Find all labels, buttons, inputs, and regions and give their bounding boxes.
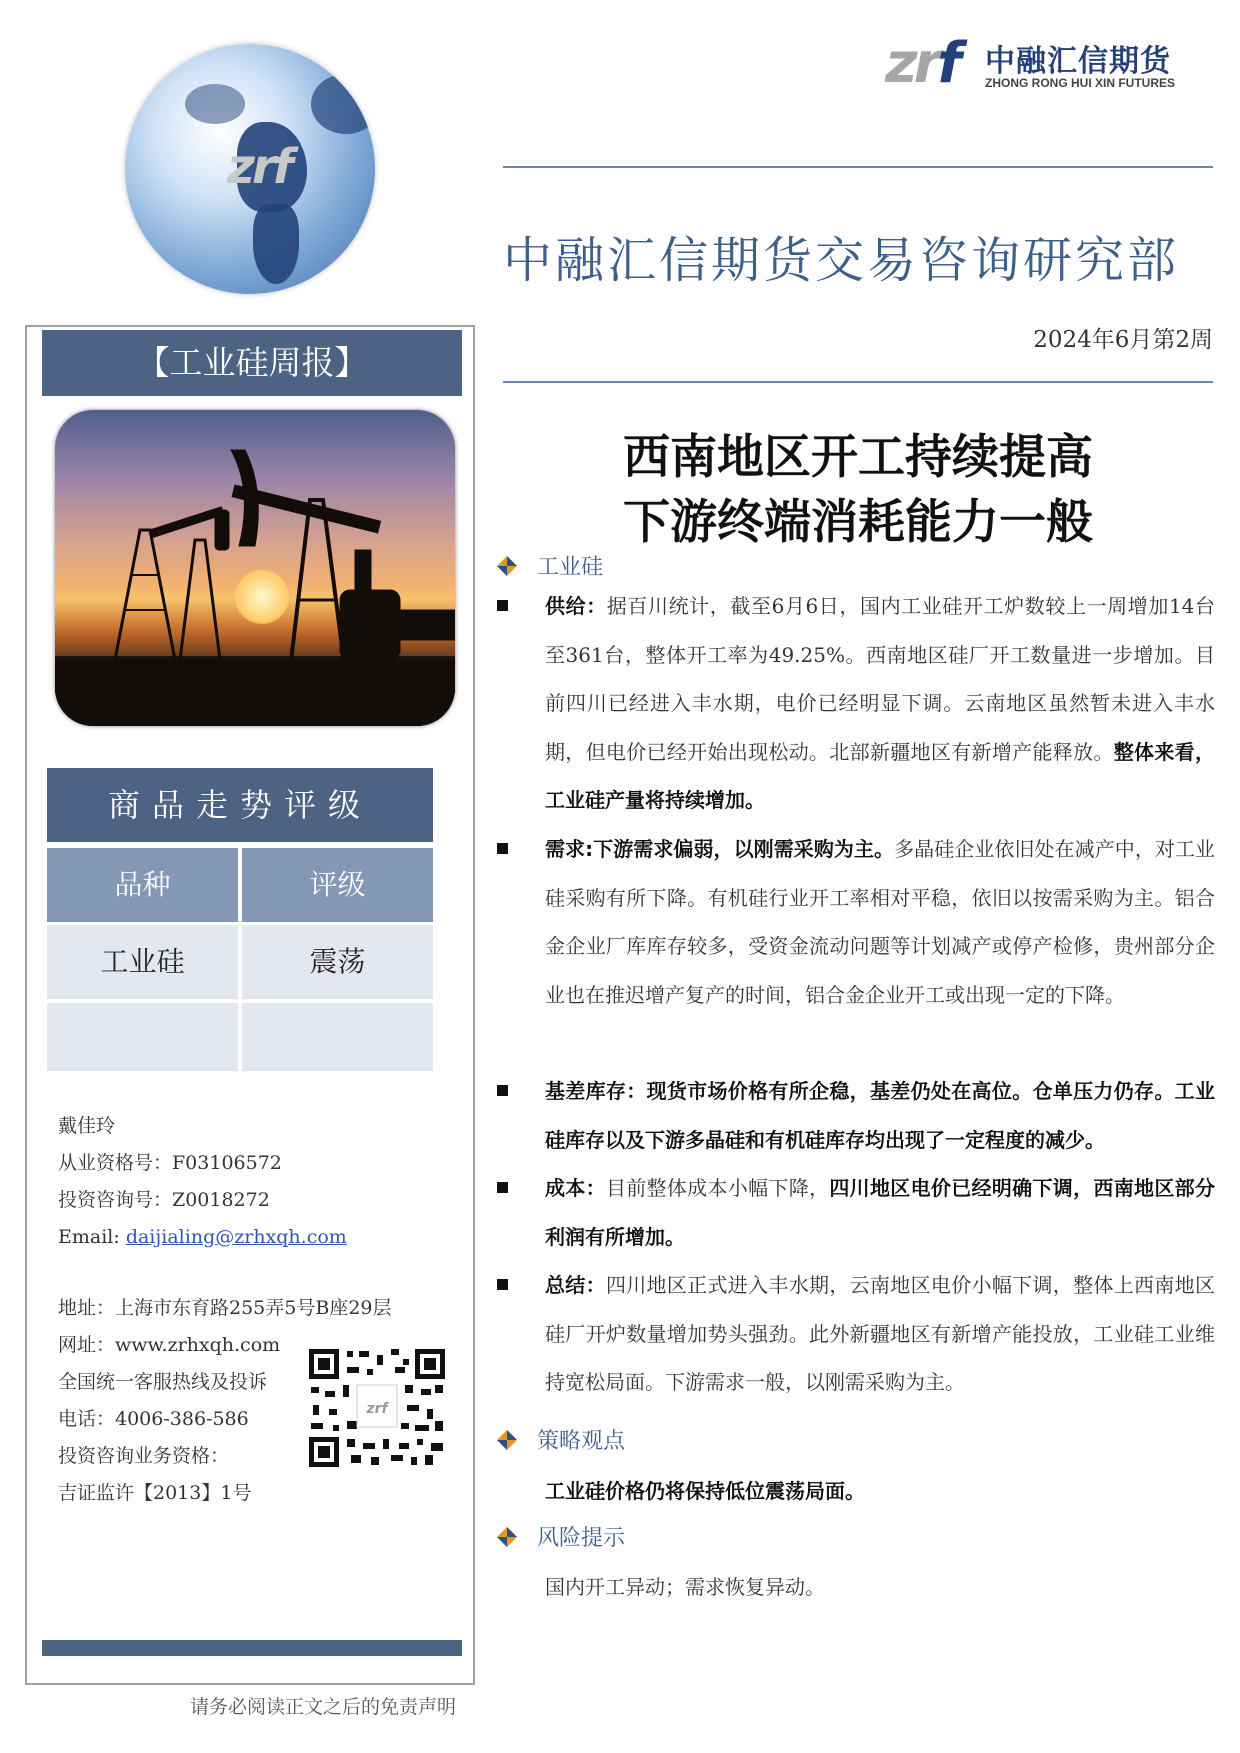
bullet-supply (545, 582, 1215, 825)
cost-bold-tail: 四川地区电价已经明确下调，西南地区部分利润有所增加。 (545, 1176, 1215, 1249)
department-title: 中融汇信期货交易咨询研究部 (503, 232, 1180, 289)
section-risk (497, 1521, 625, 1552)
qr-logo-mark: zrf (366, 1401, 388, 1417)
qr-code-icon (307, 1347, 447, 1469)
square-bullet-icon (497, 1085, 508, 1096)
section-product (497, 550, 603, 581)
bullet-basis (545, 1067, 1215, 1164)
bullet-cost (545, 1164, 1215, 1261)
sidebar-footer-bar (42, 1640, 462, 1656)
strategy-text (545, 1475, 865, 1504)
rating-header-rating: 评级 (242, 848, 433, 922)
globe-logo-mark: zrf (227, 139, 291, 195)
email-link[interactable]: daijialing@zrhxqh.com (125, 1226, 347, 1248)
diamond-bullet-icon (497, 1430, 517, 1450)
report-date: 2024年6月第2周 (1033, 327, 1213, 353)
analyst-qualification: 从业资格号：F03106572 (58, 1152, 282, 1174)
basis-text: 现货市场价格有所企稳，基差仍处在高位。仓单压力仍存。工业硅库存以及下游多晶硅和有机硅库存均出现了一定程度的减少。 (545, 1079, 1215, 1152)
analyst-consult-no: 投资咨询号：Z0018272 (58, 1189, 270, 1211)
oil-pump-photo (55, 410, 455, 726)
rating-cell-product: 工业硅 (47, 925, 238, 999)
diamond-bullet-icon (497, 1527, 517, 1547)
company-address: 地址：上海市东育路255弄5号B座29层 (58, 1297, 392, 1319)
logo-name-cn: 中融汇信期货 (985, 44, 1171, 79)
analyst-name: 戴佳玲 (58, 1115, 116, 1137)
risk-text: 国内开工异动；需求恢复异动。 (545, 1575, 825, 1599)
rating-section-title: 商品走势评级 (47, 768, 433, 842)
rating-cell-empty-1 (47, 1003, 238, 1071)
rating-header-product: 品种 (47, 848, 238, 922)
basis-label: 基差库存： (545, 1079, 647, 1103)
divider-top (503, 166, 1213, 168)
section-product-title: 工业硅 (537, 555, 604, 580)
company-logo (885, 30, 1215, 100)
logo-mark (885, 31, 958, 96)
logo-mark-gray: zr (885, 31, 938, 96)
strategy-text-bold: 工业硅价格仍将保持低位震荡局面。 (545, 1479, 865, 1503)
section-strategy (497, 1424, 625, 1455)
section-strategy-title: 策略观点 (537, 1429, 626, 1454)
bullet-summary (545, 1261, 1215, 1407)
disclaimer-note: 请务必阅读正文之后的免责声明 (190, 1696, 457, 1718)
square-bullet-icon (497, 1279, 508, 1290)
square-bullet-icon (497, 1182, 508, 1193)
rating-cell-empty-2 (242, 1003, 433, 1071)
divider-bottom (503, 381, 1213, 383)
email-label: Email: (58, 1226, 126, 1248)
license-label: 投资咨询业务资格： (58, 1445, 230, 1467)
analyst-email-row (58, 1219, 347, 1256)
company-website: 网址：www.zrhxqh.com (58, 1334, 281, 1356)
section-risk-title: 风险提示 (537, 1526, 626, 1551)
demand-bold-lead: 下游需求偏弱，以刚需采购为主。 (593, 837, 895, 861)
demand-text: 多晶硅企业依旧处在减产中，对工业硅采购有所下降。有机硅行业开工率相对平稳，依旧以按需采购为主。铝合金企业厂库库存较多，受资金流动问题等计划减产或停产检修，贵州部分企业也在推迟增产复产的时间，铝合金企业开工或出现一定的下降。 (545, 837, 1216, 1007)
report-title-line2: 下游终端消耗能力一般 (623, 495, 1093, 550)
hotline-label: 全国统一客服热线及投诉 (58, 1371, 268, 1393)
analyst-block (58, 1108, 347, 1256)
cost-label: 成本： (545, 1176, 606, 1200)
square-bullet-icon (497, 600, 508, 611)
cost-text: 目前整体成本小幅下降， (605, 1176, 830, 1200)
square-bullet-icon (497, 843, 508, 854)
logo-mark-blue: f (937, 31, 958, 96)
supply-label: 供给： (545, 594, 607, 618)
report-title-line1: 西南地区开工持续提高 (623, 430, 1093, 485)
license-number: 吉证监许【2013】1号 (58, 1482, 252, 1504)
report-name-banner: 【工业硅周报】 (42, 330, 462, 396)
summary-text: 四川地区正式进入丰水期，云南地区电价小幅下调，整体上西南地区硅厂开炉数量增加势头强劲。此外新疆地区有新增产能投放，工业硅工业维持宽松局面。下游需求一般，以刚需采购为主。 (545, 1273, 1215, 1394)
globe-illustration (125, 44, 375, 294)
supply-bold-tail: 整体来看，工业硅产量将持续增加。 (545, 739, 1215, 812)
summary-label: 总结： (545, 1273, 606, 1297)
diamond-bullet-icon (497, 556, 517, 576)
supply-text: 据百川统计，截至6月6日，国内工业硅开工炉数较上一周增加14台至361台，整体开工率为49.25%。西南地区硅厂开工数量进一步增加。目前四川已经进入丰水期，电价已经明显下调。云南地区虽然暂未进入丰水期，但电价已经开始出现松动。北部新疆地区有新增产能释放。 (545, 594, 1215, 764)
rating-cell-rating: 震荡 (242, 925, 433, 999)
bullet-demand (545, 825, 1215, 1019)
company-phone: 电话：4006-386-586 (58, 1408, 249, 1430)
demand-label: 需求: (545, 837, 594, 861)
logo-name-en: ZHONG RONG HUI XIN FUTURES (985, 76, 1176, 90)
